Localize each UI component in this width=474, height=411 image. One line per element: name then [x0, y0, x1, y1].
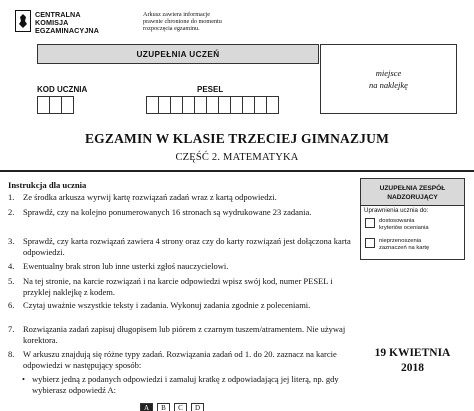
item-number: 8.: [8, 349, 15, 359]
instruction-item: [8, 207, 358, 229]
answer-box: D: [191, 403, 204, 411]
no-transfer-checkbox[interactable]: [365, 238, 375, 248]
cke-logo-text: [35, 11, 99, 35]
item-number: 6.: [8, 300, 15, 310]
item-text: Sprawdź, czy karta rozwiązań zawiera 4 strony oraz czy do karty rozwiązań jest dołączona karta odpowiedzi.: [23, 236, 351, 257]
pesel-label: PESEL: [197, 85, 224, 94]
option-line: zaznaczeń na kartę: [379, 245, 430, 251]
item-number: 4.: [8, 261, 15, 271]
sticker-placeholder: [320, 44, 457, 114]
item-text: Na tej stronie, na karcie rozwiązań i na karcie odpowiedzi wpisz swój kod, numer PESEL i przyklej naklejkę z kodem.: [23, 276, 333, 297]
item-number: 3.: [8, 236, 15, 246]
title-rule: [0, 170, 474, 172]
grader-line: NADZORUJĄCY: [387, 194, 438, 201]
note-line: prawnie chronione do momentu: [143, 18, 222, 25]
item-number: 7.: [8, 324, 15, 334]
logo-line: KOMISJA: [35, 18, 69, 27]
instructions-heading: Instrukcja dla ucznia: [8, 180, 87, 190]
date-line: 19 KWIETNIA: [374, 347, 451, 359]
bullet-dot-icon: •: [22, 374, 25, 384]
item-text: W arkuszu znajdują się różne typy zadań. Rozwiązania zadań od 1. do 20. zaznacz na karcie odpowiedzi w następujący sposób:: [23, 349, 337, 370]
eagle-emblem-icon: [18, 13, 28, 29]
item-text: Ze środka arkusza wyrwij kartę rozwiązań zadań wraz z kartą odpowiedzi.: [23, 192, 277, 202]
pesel-box[interactable]: [266, 96, 279, 114]
answer-example: [140, 403, 204, 411]
logo-line: EGZAMINACYJNA: [35, 26, 99, 35]
item-text: Ewentualny brak stron lub inne usterki zgłoś nauczycielowi.: [23, 261, 229, 271]
exam-title: EGZAMIN W KLASIE TRZECIEJ GIMNAZJUM: [84, 131, 390, 146]
sticker-line: miejsce: [375, 68, 402, 78]
adaptation-checkbox[interactable]: [365, 218, 375, 228]
confidential-note: [143, 11, 263, 32]
instruction-item: [8, 349, 358, 371]
instruction-item: [8, 192, 358, 203]
note-line: Arkusz zawiera informacje: [143, 11, 210, 18]
note-line: rozpoczęcia egzaminu.: [143, 25, 200, 32]
option-line: nieprzenoszenia: [379, 238, 422, 244]
logo-line: CENTRALNA: [35, 10, 81, 19]
instruction-item: [8, 324, 358, 346]
item-number: 2.: [8, 207, 15, 217]
adaptation-label: [379, 218, 429, 232]
kod-box[interactable]: [61, 96, 74, 114]
instruction-bullet: wybierz jedną z podanych odpowiedzi i zamaluj kratkę z odpowiadającą jej literą, np. gdy wybierasz odpowiedź A:: [32, 374, 339, 395]
item-text: Rozwiązania zadań zapisuj długopisem lub piórem z czarnym tuszem/atramentem. Nie używaj korektora.: [23, 324, 346, 345]
item-number: 5.: [8, 276, 15, 286]
cke-logo: [15, 10, 31, 32]
kod-ucznia-label: KOD UCZNIA: [37, 85, 88, 94]
exam-date: [360, 346, 465, 376]
kod-ucznia-boxes[interactable]: [37, 96, 73, 114]
instruction-item: [8, 300, 358, 322]
item-text: Sprawdź, czy na kolejno ponumerowanych 16 stronach są wydrukowane 23 zadania.: [23, 207, 312, 217]
instruction-item: [8, 276, 358, 298]
grader-line: UZUPEŁNIA ZESPÓŁ: [379, 185, 446, 192]
student-fill-header: UZUPEŁNIA UCZEŃ: [37, 44, 319, 64]
instruction-item: [8, 236, 358, 258]
option-line: dostosowania: [379, 218, 415, 224]
instruction-item: [8, 261, 358, 272]
item-number: 1.: [8, 192, 15, 202]
no-transfer-label: [379, 238, 429, 252]
answer-box: C: [174, 403, 187, 411]
pesel-boxes[interactable]: [146, 96, 278, 114]
sticker-line: na naklejkę: [369, 80, 408, 90]
date-year: 2018: [401, 362, 424, 374]
option-line: kryteriów oceniania: [379, 225, 429, 231]
student-rights-label: Uprawnienia ucznia do:: [364, 207, 429, 214]
grader-fill-header: [360, 178, 465, 206]
answer-box-filled: A: [140, 403, 153, 411]
item-text: Czytaj uważnie wszystkie teksty i zadania. Wykonuj zadania zgodnie z poleceniami.: [23, 300, 311, 310]
exam-subtitle: CZĘŚĆ 2. MATEMATYKA: [175, 152, 299, 163]
answer-box: B: [157, 403, 170, 411]
